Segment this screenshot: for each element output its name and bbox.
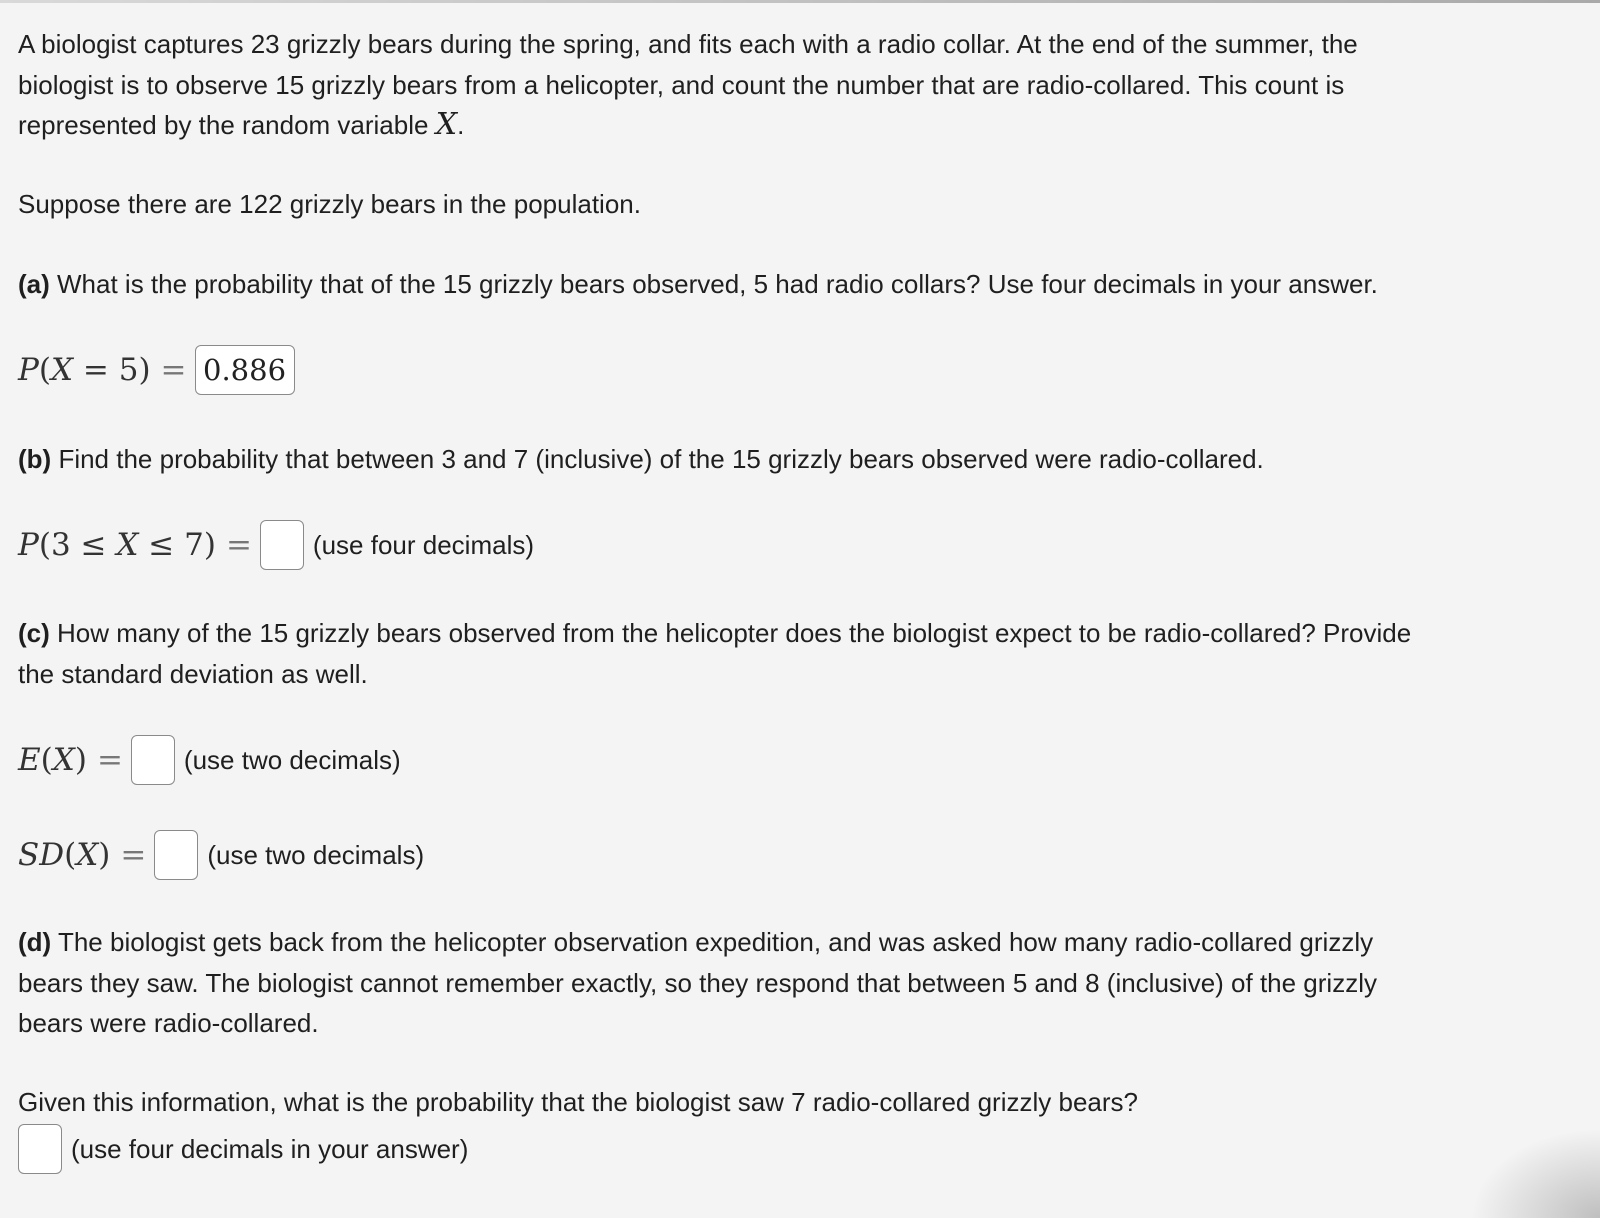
part-c-text-1: How many of the 15 grizzly bears observed from the helicopter does the biologist expect to be radio-collared? Provide <box>57 618 1412 648</box>
standard-deviation-hint: (use two decimals) <box>207 839 425 870</box>
top-divider <box>0 0 1600 3</box>
part-d-line-3: bears were radio-collared. <box>18 1008 319 1038</box>
expected-value-input[interactable] <box>131 735 175 785</box>
intro-paragraph <box>18 24 1358 146</box>
part-c-label: (c) <box>18 618 50 648</box>
part-b-answer-input[interactable] <box>260 520 304 570</box>
part-d-label: (d) <box>18 927 52 957</box>
part-a-label: (a) <box>18 269 50 299</box>
expected-value-expression: E(X) <box>18 742 87 778</box>
part-d-hint: (use four decimals in your answer) <box>71 1133 469 1164</box>
part-c-sd-formula <box>18 830 424 880</box>
standard-deviation-expression: SD(X) <box>18 837 111 873</box>
part-a-formula <box>18 345 295 395</box>
part-d-line-2: bears they saw. The biologist cannot remember exactly, so they respond that between 5 and 8 (inclusive) of the grizzly <box>18 967 1377 998</box>
part-d-question <box>18 922 1377 1044</box>
part-d-answer-input[interactable] <box>18 1124 62 1174</box>
part-a-expression: P(X = 5) <box>18 352 151 388</box>
part-b-text: Find the probability that between 3 and 7 (inclusive) of the 15 grizzly bears observed were radio-collared. <box>58 444 1264 474</box>
part-b-question <box>18 439 1264 480</box>
part-d-answer-row <box>18 1124 468 1174</box>
intro-line-3-prefix: represented by the random variable <box>18 110 429 140</box>
part-b-equals: = <box>225 527 252 563</box>
intro-line-2: biologist is to observe 15 grizzly bears from a helicopter, and count the number that are radio-collared. This count is <box>18 69 1345 100</box>
part-a-answer-input[interactable]: 0.886 <box>195 345 295 395</box>
part-b-formula <box>18 520 534 570</box>
intro-line-3 <box>18 105 1358 146</box>
expected-value-hint: (use two decimals) <box>183 744 401 775</box>
part-d-line-1 <box>18 922 1377 963</box>
part-a-equals: = <box>160 352 187 388</box>
part-a-text: What is the probability that of the 15 grizzly bears observed, 5 had radio collars? Use four decimals in your answer. <box>57 269 1378 299</box>
part-c-question <box>18 613 1411 694</box>
random-variable: X <box>435 107 458 142</box>
part-d-text-1: The biologist gets back from the helicopter observation expedition, and was asked how many radio-collared grizzly <box>57 927 1374 957</box>
standard-deviation-input[interactable] <box>154 830 198 880</box>
corner-shadow <box>1470 1128 1600 1218</box>
intro-line-3-suffix: . <box>457 110 465 140</box>
part-d-followup: Given this information, what is the probability that the biologist saw 7 radio-collared grizzly bears? <box>18 1087 1138 1117</box>
part-c-line-2: the standard deviation as well. <box>18 658 368 689</box>
intro-line-1: A biologist captures 23 grizzly bears during the spring, and fits each with a radio collar. At the end of the summer, the <box>18 29 1358 59</box>
part-b-label: (b) <box>18 444 52 474</box>
part-a-question <box>18 264 1378 305</box>
part-c-expected-formula <box>18 735 401 785</box>
part-b-expression: P(3 ≤ X ≤ 7) <box>18 527 216 563</box>
part-c-line-1 <box>18 613 1411 654</box>
standard-deviation-equals: = <box>120 837 147 873</box>
expected-value-equals: = <box>96 742 123 778</box>
population-sentence: Suppose there are 122 grizzly bears in the population. <box>18 189 641 219</box>
part-b-hint: (use four decimals) <box>312 529 534 560</box>
